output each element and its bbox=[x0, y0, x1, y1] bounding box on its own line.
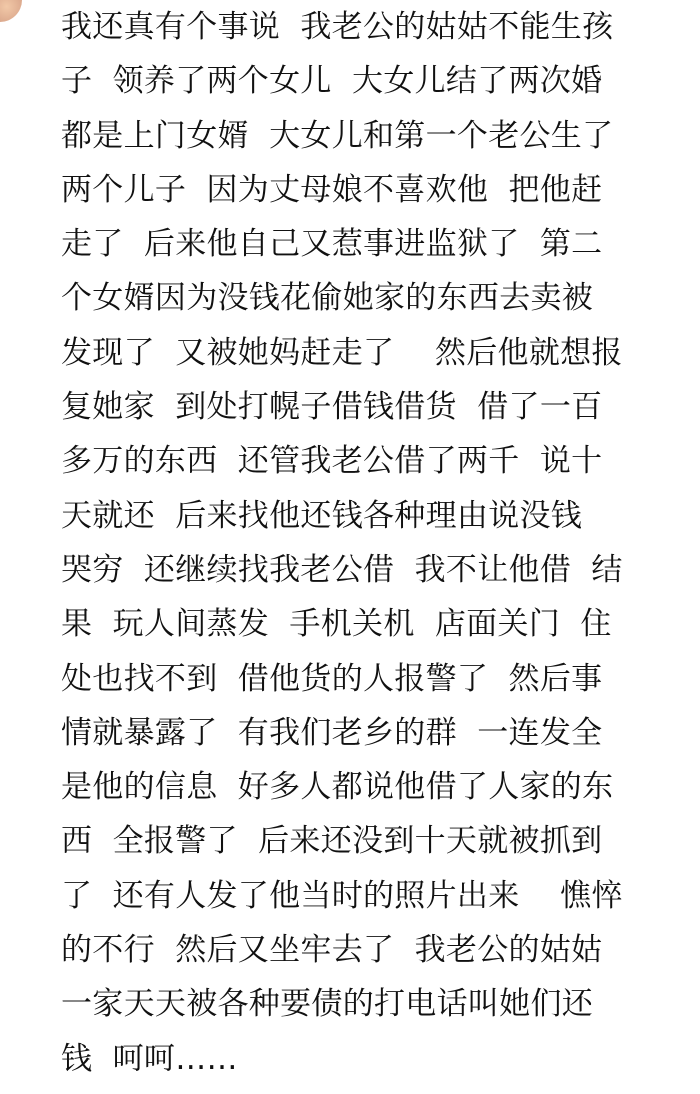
comment-line: 走了 后来他自己又惹事进监狱了 第二 bbox=[61, 226, 603, 263]
comment-line: 处也找不到 借他货的人报警了 然后事 bbox=[61, 660, 603, 697]
comment-line: 发现了 又被她妈赶走了 然后他就想报 bbox=[61, 334, 623, 371]
comment-line: 个女婿因为没钱花偷她家的东西去卖被 bbox=[61, 280, 594, 317]
comment-line: 多万的东西 还管我老公借了两千 说十 bbox=[61, 443, 603, 480]
comment-text bbox=[61, 0, 671, 1086]
comment-line: 天就还 后来找他还钱各种理由说没钱 bbox=[61, 497, 583, 534]
comment-line: 子 领养了两个女儿 大女儿结了两次婚 bbox=[61, 63, 603, 100]
comment-line: 了 还有人发了他当时的照片出来 憔悴 bbox=[61, 877, 623, 914]
comment-line: 复她家 到处打幌子借钱借货 借了一百 bbox=[61, 389, 603, 426]
comment-line: 都是上门女婿 大女儿和第一个老公生了 bbox=[61, 117, 614, 154]
comment-line: 果 玩人间蒸发 手机关机 店面关门 住 bbox=[61, 606, 612, 643]
comment-line: 我还真有个事说 我老公的姑姑不能生孩 bbox=[61, 9, 614, 45]
comment-line: 是他的信息 好多人都说他借了人家的东 bbox=[61, 769, 614, 806]
avatar[interactable] bbox=[0, 0, 22, 22]
comment-line: 两个儿子 因为丈母娘不喜欢他 把他赶 bbox=[61, 171, 603, 208]
comment-line: 情就暴露了 有我们老乡的群 一连发全 bbox=[61, 714, 603, 751]
comment-line: 钱 呵呵…… bbox=[61, 1040, 238, 1077]
comment-line: 一家天天被各种要债的打电话叫她们还 bbox=[61, 986, 594, 1023]
comment-line: 的不行 然后又坐牢去了 我老公的姑姑 bbox=[61, 932, 603, 969]
comment-line: 哭穷 还继续找我老公借 我不让他借 结 bbox=[61, 551, 623, 588]
comment-line: 西 全报警了 后来还没到十天就被抓到 bbox=[61, 823, 603, 860]
